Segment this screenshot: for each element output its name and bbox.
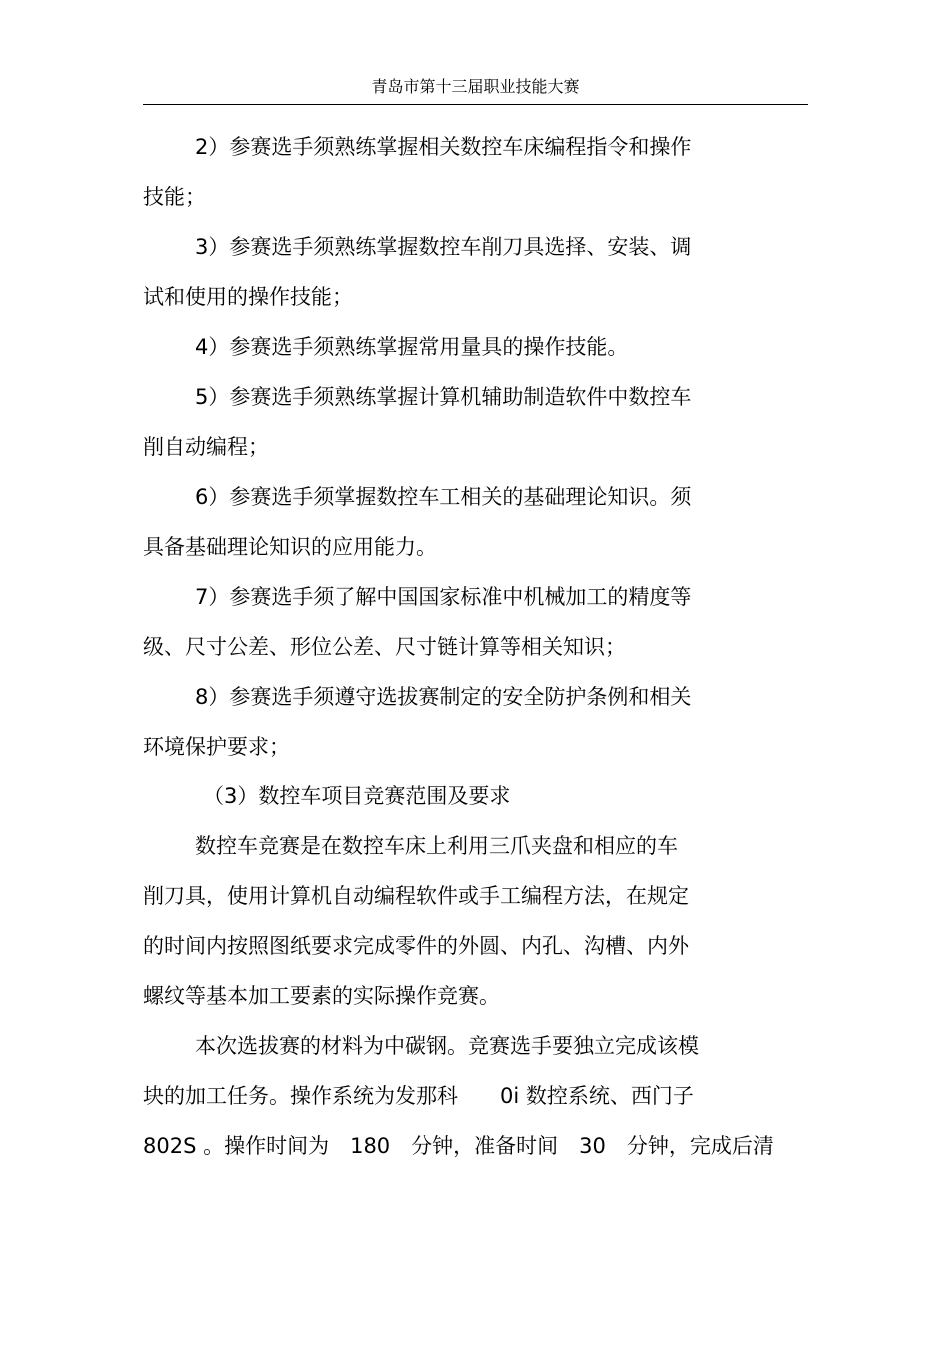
text-line: 8）参赛选手须遵守选拔赛制定的安全防护条例和相关 xyxy=(195,685,692,709)
text-line: 3）参赛选手须熟练掌握数控车削刀具选择、安装、调 xyxy=(195,235,692,259)
header-divider xyxy=(143,104,808,105)
text-line: 技能； xyxy=(143,185,206,209)
text-line: 削刀具，使用计算机自动编程软件或手工编程方法，在规定 xyxy=(143,884,689,908)
text-line: 4）参赛选手须熟练掌握常用量具的操作技能。 xyxy=(195,335,629,359)
text-line: 环境保护要求； xyxy=(143,735,290,759)
text-line: 2）参赛选手须熟练掌握相关数控车床编程指令和操作 xyxy=(195,135,692,159)
text-line: 螺纹等基本加工要素的实际操作竞赛。 xyxy=(143,984,500,1008)
text-line: 802S 。操作时间为 180 分钟，准备时间 30 分钟，完成后清 xyxy=(143,1134,774,1158)
page-header-title: 青岛市第十三届职业技能大赛 xyxy=(371,77,580,96)
section-heading: （3）数控车项目竞赛范围及要求 xyxy=(203,784,511,808)
text-line: 削自动编程； xyxy=(143,435,269,459)
text-line: 具备基础理论知识的应用能力。 xyxy=(143,535,437,559)
text-line: 本次选拔赛的材料为中碳钢。竞赛选手要独立完成该模 xyxy=(195,1034,699,1058)
text-line: 试和使用的操作技能； xyxy=(143,285,353,309)
text-line: 块的加工任务。操作系统为发那科 0i 数控系统、西门子 xyxy=(143,1084,694,1108)
text-line: 级、尺寸公差、形位公差、尺寸链计算等相关知识； xyxy=(143,635,626,659)
text-line: 6）参赛选手须掌握数控车工相关的基础理论知识。须 xyxy=(195,485,692,509)
text-line: 7）参赛选手须了解中国国家标准中机械加工的精度等 xyxy=(195,585,692,609)
text-line: 5）参赛选手须熟练掌握计算机辅助制造软件中数控车 xyxy=(195,385,692,409)
text-line: 的时间内按照图纸要求完成零件的外圆、内孔、沟槽、内外 xyxy=(143,934,689,958)
text-line: 数控车竞赛是在数控车床上利用三爪夹盘和相应的车 xyxy=(195,834,678,858)
